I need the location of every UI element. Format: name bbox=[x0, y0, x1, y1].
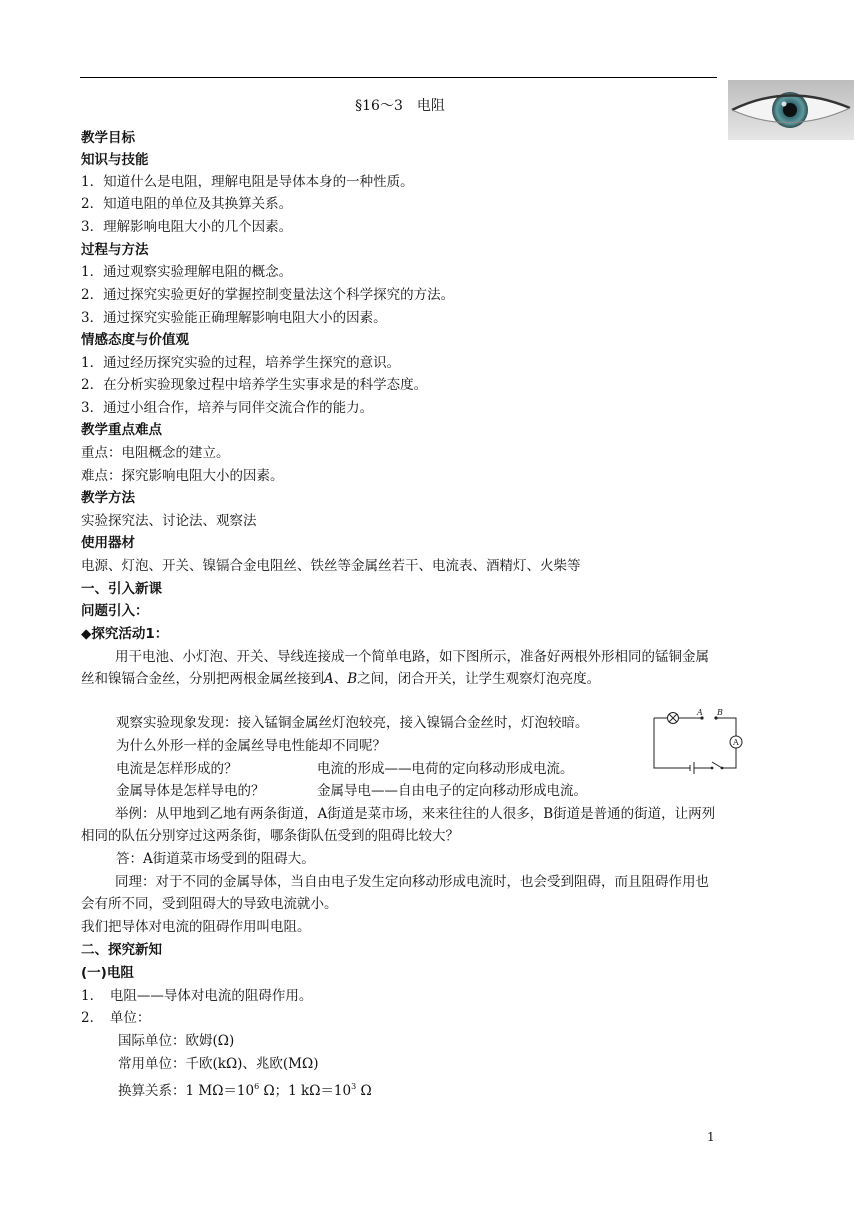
unit-si: 国际单位：欧姆(Ω) bbox=[118, 1033, 235, 1049]
emotion-item-1: 1．通过经历探究实验的过程，培养学生探究的意识。 bbox=[81, 355, 401, 371]
equipment-text: 电源、灯泡、开关、镍镉合金电阻丝、铁丝等金属丝若干、电流表、酒精灯、火柴等 bbox=[81, 558, 581, 574]
knowledge-item-2: 2．知道电阻的单位及其换算关系。 bbox=[81, 196, 293, 212]
ammeter-label: A bbox=[733, 738, 739, 747]
process-item-1: 1．通过观察实验理解电阻的概念。 bbox=[81, 264, 293, 280]
heading-question: 问题引入： bbox=[81, 603, 149, 619]
heading-intro: 一、引入新课 bbox=[81, 581, 162, 597]
knowledge-item-3: 3．理解影响电阻大小的几个因素。 bbox=[81, 219, 293, 235]
observation-text: 观察实验现象发现：接入锰铜金属丝灯泡较亮，接入镍镉合金丝时，灯泡较暗。 bbox=[116, 715, 589, 731]
heading-process: 过程与方法 bbox=[81, 242, 149, 258]
current-answer: 电流的形成——电荷的定向移动形成电流。 bbox=[317, 761, 574, 777]
circuit-label-a: A bbox=[697, 708, 703, 717]
answer-text: 答：A街道菜市场受到的阻碍大。 bbox=[116, 851, 315, 867]
header-rule bbox=[80, 77, 717, 78]
analogy-paragraph: 同理：对于不同的金属导体，当自由电子发生定向移动形成电流时，也会受到阻碍，而且阻碍作用也会有所不同，受到阻碍大的导致电流就小。 bbox=[81, 874, 709, 912]
metal-question: 金属导体是怎样导电的？ bbox=[116, 783, 265, 799]
emotion-item-2: 2．在分析实验现象过程中培养学生实事求是的科学态度。 bbox=[81, 377, 428, 393]
resistance-item-1: 1． 电阻——导体对电流的阻碍作用。 bbox=[81, 988, 313, 1004]
key-point: 重点：电阻概念的建立。 bbox=[81, 445, 230, 461]
process-item-2: 2．通过探究实验更好的掌握控制变量法这个科学探究的方法。 bbox=[81, 287, 455, 303]
heading-equipment: 使用器材 bbox=[81, 535, 135, 551]
process-item-3: 3．通过探究实验能正确理解影响电阻大小的因素。 bbox=[81, 310, 387, 326]
heading-knowledge: 知识与技能 bbox=[81, 152, 149, 168]
heading-method: 教学方法 bbox=[81, 490, 135, 506]
unit-conversion: 换算关系：1 $M\Omega=10^6$ Ω；1 $k\Omega=10^3$ Ω bbox=[118, 1082, 372, 1099]
metal-answer: 金属导电——自由电子的定向移动形成电流。 bbox=[317, 783, 587, 799]
heading-goals: 教学目标 bbox=[81, 130, 135, 146]
emotion-item-3: 3．通过小组合作，培养与同伴交流合作的能力。 bbox=[81, 400, 374, 416]
unit-common: 常用单位：千欧(kΩ)、兆欧(MΩ) bbox=[118, 1056, 319, 1072]
heading-key-points: 教学重点难点 bbox=[81, 422, 162, 438]
activity-paragraph: 用干电池、小灯泡、开关、导线连接成一个简单电路，如下图所示，准备好两根外形相同的锰铜金属丝和镍镉合金丝，分别把两根金属丝接到A、B之间，闭合开关，让学生观察灯泡亮度。 bbox=[81, 649, 709, 687]
method-text: 实验探究法、讨论法、观察法 bbox=[81, 513, 257, 529]
circuit-diagram bbox=[650, 708, 770, 774]
page-title: §16～3 电阻 bbox=[355, 98, 445, 114]
example-paragraph: 举例：从甲地到乙地有两条街道，A街道是菜市场，来来往往的人很多，B街道是普通的街道，让两列相同的队伍分别穿过这两条街，哪条街队伍受到的阻碍比较大？ bbox=[81, 806, 716, 844]
current-question: 电流是怎样形成的？ bbox=[116, 761, 238, 777]
knowledge-item-1: 1．知道什么是电阻，理解电阻是导体本身的一种性质。 bbox=[81, 174, 414, 190]
circuit-label-b: B bbox=[717, 708, 723, 717]
heading-explore: 二、探究新知 bbox=[81, 942, 162, 958]
page-number: 1 bbox=[707, 1130, 715, 1144]
definition-text: 我们把导体对电流的阻碍作用叫电阻。 bbox=[81, 919, 311, 935]
difficult-point: 难点：探究影响电阻大小的因素。 bbox=[81, 468, 284, 484]
resistance-item-2: 2． 单位： bbox=[81, 1010, 151, 1026]
heading-resistance: (一)电阻 bbox=[81, 965, 134, 981]
heading-activity: ◆探究活动1： bbox=[81, 626, 169, 642]
why-question: 为什么外形一样的金属丝导电性能却不同呢？ bbox=[116, 738, 386, 754]
heading-emotion: 情感态度与价值观 bbox=[81, 332, 189, 348]
